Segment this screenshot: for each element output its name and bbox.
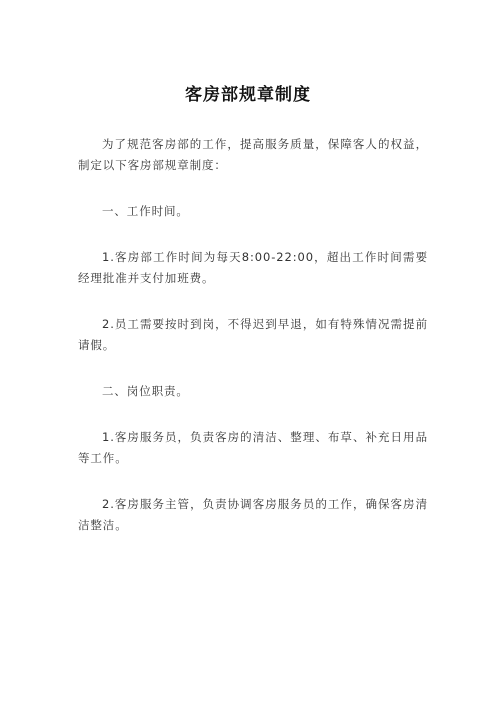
job-duties-item-2: 2.客房服务主管，负责协调客房服务员的工作，确保客房清洁整洁。 — [78, 497, 428, 532]
intro-paragraph: 为了规范客房部的工作，提高服务质量，保障客人的权益，制定以下客房部规章制度： — [78, 137, 428, 172]
work-hours-item-1: 1.客房部工作时间为每天8:00-22:00，超出工作时间需要经理批准并支付加班费。 — [78, 250, 428, 285]
section-heading-job-duties: 二、岗位职责。 — [102, 384, 189, 398]
job-duties-item-1: 1.客房服务员，负责客房的清洁、整理、布草、补充日用品等工作。 — [78, 430, 428, 465]
document-title: 客房部规章制度 — [185, 85, 311, 105]
work-hours-item-2: 2.员工需要按时到岗，不得迟到早退，如有特殊情况需提前请假。 — [78, 317, 428, 352]
document-body — [78, 134, 428, 561]
section-heading-work-hours: 一、工作时间。 — [102, 204, 189, 218]
